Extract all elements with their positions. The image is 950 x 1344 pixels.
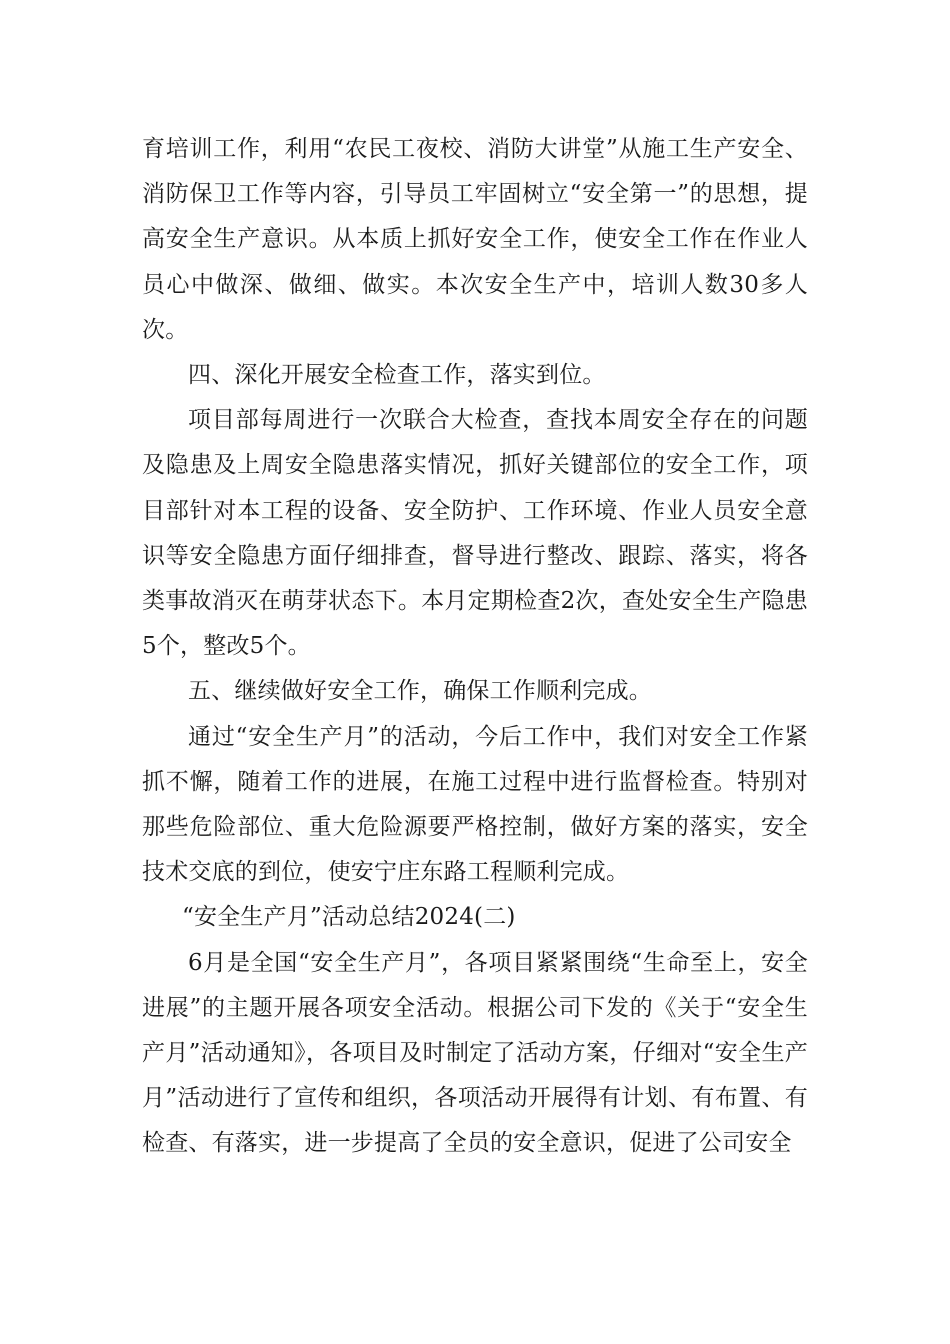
paragraph-safety-month: 6月是全国“安全生产月”，各项目紧紧围绕“生命至上，安全进展”的主题开展各项安全活动。根据公司下发的《关于“安全生产月”活动通知》，各项目及时制定了活动方案，仔细对“安全生产月”活动进行了宣传和组织，各项活动开展得有计划、有布置、有检查、有落实，进一步提高了全员的安全意识，促进了公司安全: [142, 949, 808, 1157]
paragraph-training-continuation: 育培训工作，利用“农民工夜校、消防大讲堂”从施工生产安全、消防保卫工作等内容，引导员工牢固树立“安全第一”的思想，提高安全生产意识。从本质上抓好安全工作，使安全工作在作业人员心中做深、做细、做实。本次安全生产中，培训人数30多人次。: [142, 136, 808, 343]
document-body: [142, 127, 808, 1167]
section-heading-continue-safety: 五、继续做好安全工作，确保工作顺利完成。: [188, 678, 652, 705]
paragraph-continue-safety: 通过“安全生产月”的活动，今后工作中，我们对安全工作紧抓不懈，随着工作的进展，在施工过程中进行监督检查。特别对那些危险部位、重大危险源要严格控制，做好方案的落实，安全技术交底的到位，使安宁庄东路工程顺利完成。: [142, 723, 808, 886]
paragraph-inspection: 项目部每周进行一次联合大检查，查找本周安全存在的问题及隐患及上周安全隐患落实情况，抓好关键部位的安全工作，项目部针对本工程的设备、安全防护、工作环境、作业人员安全意识等安全隐患方面仔细排查，督导进行整改、跟踪、落实，将各类事故消灭在萌芽状态下。本月定期检查2次，查处安全生产隐患5个，整改5个。: [142, 407, 808, 660]
section-heading-inspection: 四、深化开展安全检查工作，落实到位。: [188, 362, 606, 389]
summary-subtitle: “安全生产月”活动总结2024(二): [182, 904, 516, 931]
